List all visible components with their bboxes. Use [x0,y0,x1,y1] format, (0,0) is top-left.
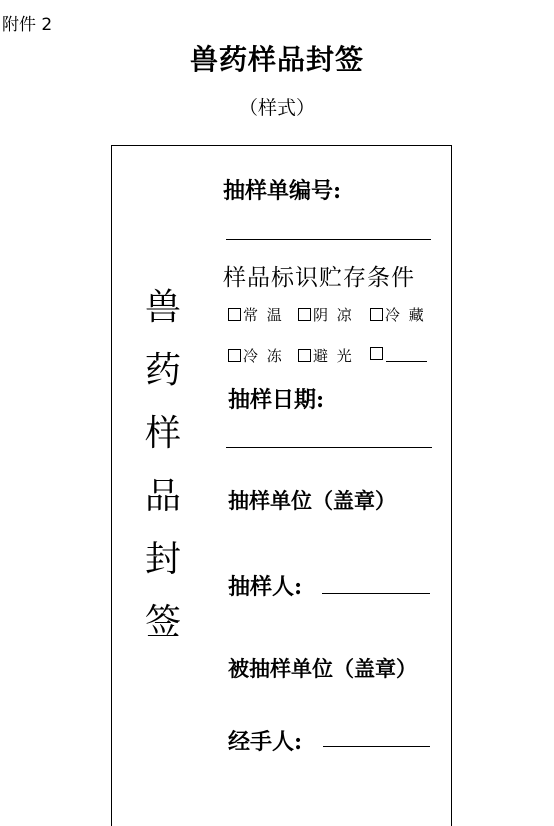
checkbox-icon[interactable] [370,308,383,321]
checkbox-icon[interactable] [298,349,311,362]
storage-other-line[interactable] [386,361,427,362]
storage-option-cool[interactable] [298,304,354,325]
sampling-date-label: 抽样日期: [228,387,325,413]
checkbox-icon[interactable] [298,308,311,321]
sampler-line[interactable] [322,593,430,594]
handler-line[interactable] [323,746,430,747]
storage-option-label: 常 温 [243,306,284,324]
vertical-title-char: 药 [144,350,181,391]
vertical-title [128,288,198,666]
sampler-label: 抽样人: [228,574,303,600]
checkbox-icon[interactable] [370,347,383,360]
vertical-title-char: 兽 [144,287,181,328]
handler-label: 经手人: [228,729,303,755]
vertical-title-char: 样 [144,413,181,454]
sampling-date-line[interactable] [226,447,432,448]
vertical-title-char: 品 [144,476,181,517]
storage-option-label: 冷 藏 [385,306,426,324]
storage-option-room-temp[interactable] [228,304,284,325]
sampled-unit-label: 被抽样单位（盖章） [228,656,417,681]
storage-option-frozen[interactable] [228,345,284,366]
sampling-unit-label: 抽样单位（盖章） [228,488,396,513]
sampling-number-label: 抽样单编号: [223,178,342,204]
storage-conditions-heading: 样品标识贮存条件 [223,265,415,291]
storage-option-label: 避 光 [313,347,354,365]
storage-option-dark[interactable] [298,345,354,366]
storage-option-refrigerated[interactable] [370,304,426,325]
storage-option-label: 冷 冻 [243,347,284,365]
storage-option-label: 阴 凉 [313,306,354,324]
document-title: 兽药样品封签 [189,43,364,76]
storage-option-other[interactable] [370,345,385,363]
vertical-title-char: 签 [144,602,181,643]
checkbox-icon[interactable] [228,349,241,362]
checkbox-icon[interactable] [228,308,241,321]
sampling-number-line[interactable] [226,239,431,240]
attachment-label: 附件 2 [2,15,53,35]
document-subtitle: （样式） [238,97,315,119]
vertical-title-char: 封 [144,539,181,580]
